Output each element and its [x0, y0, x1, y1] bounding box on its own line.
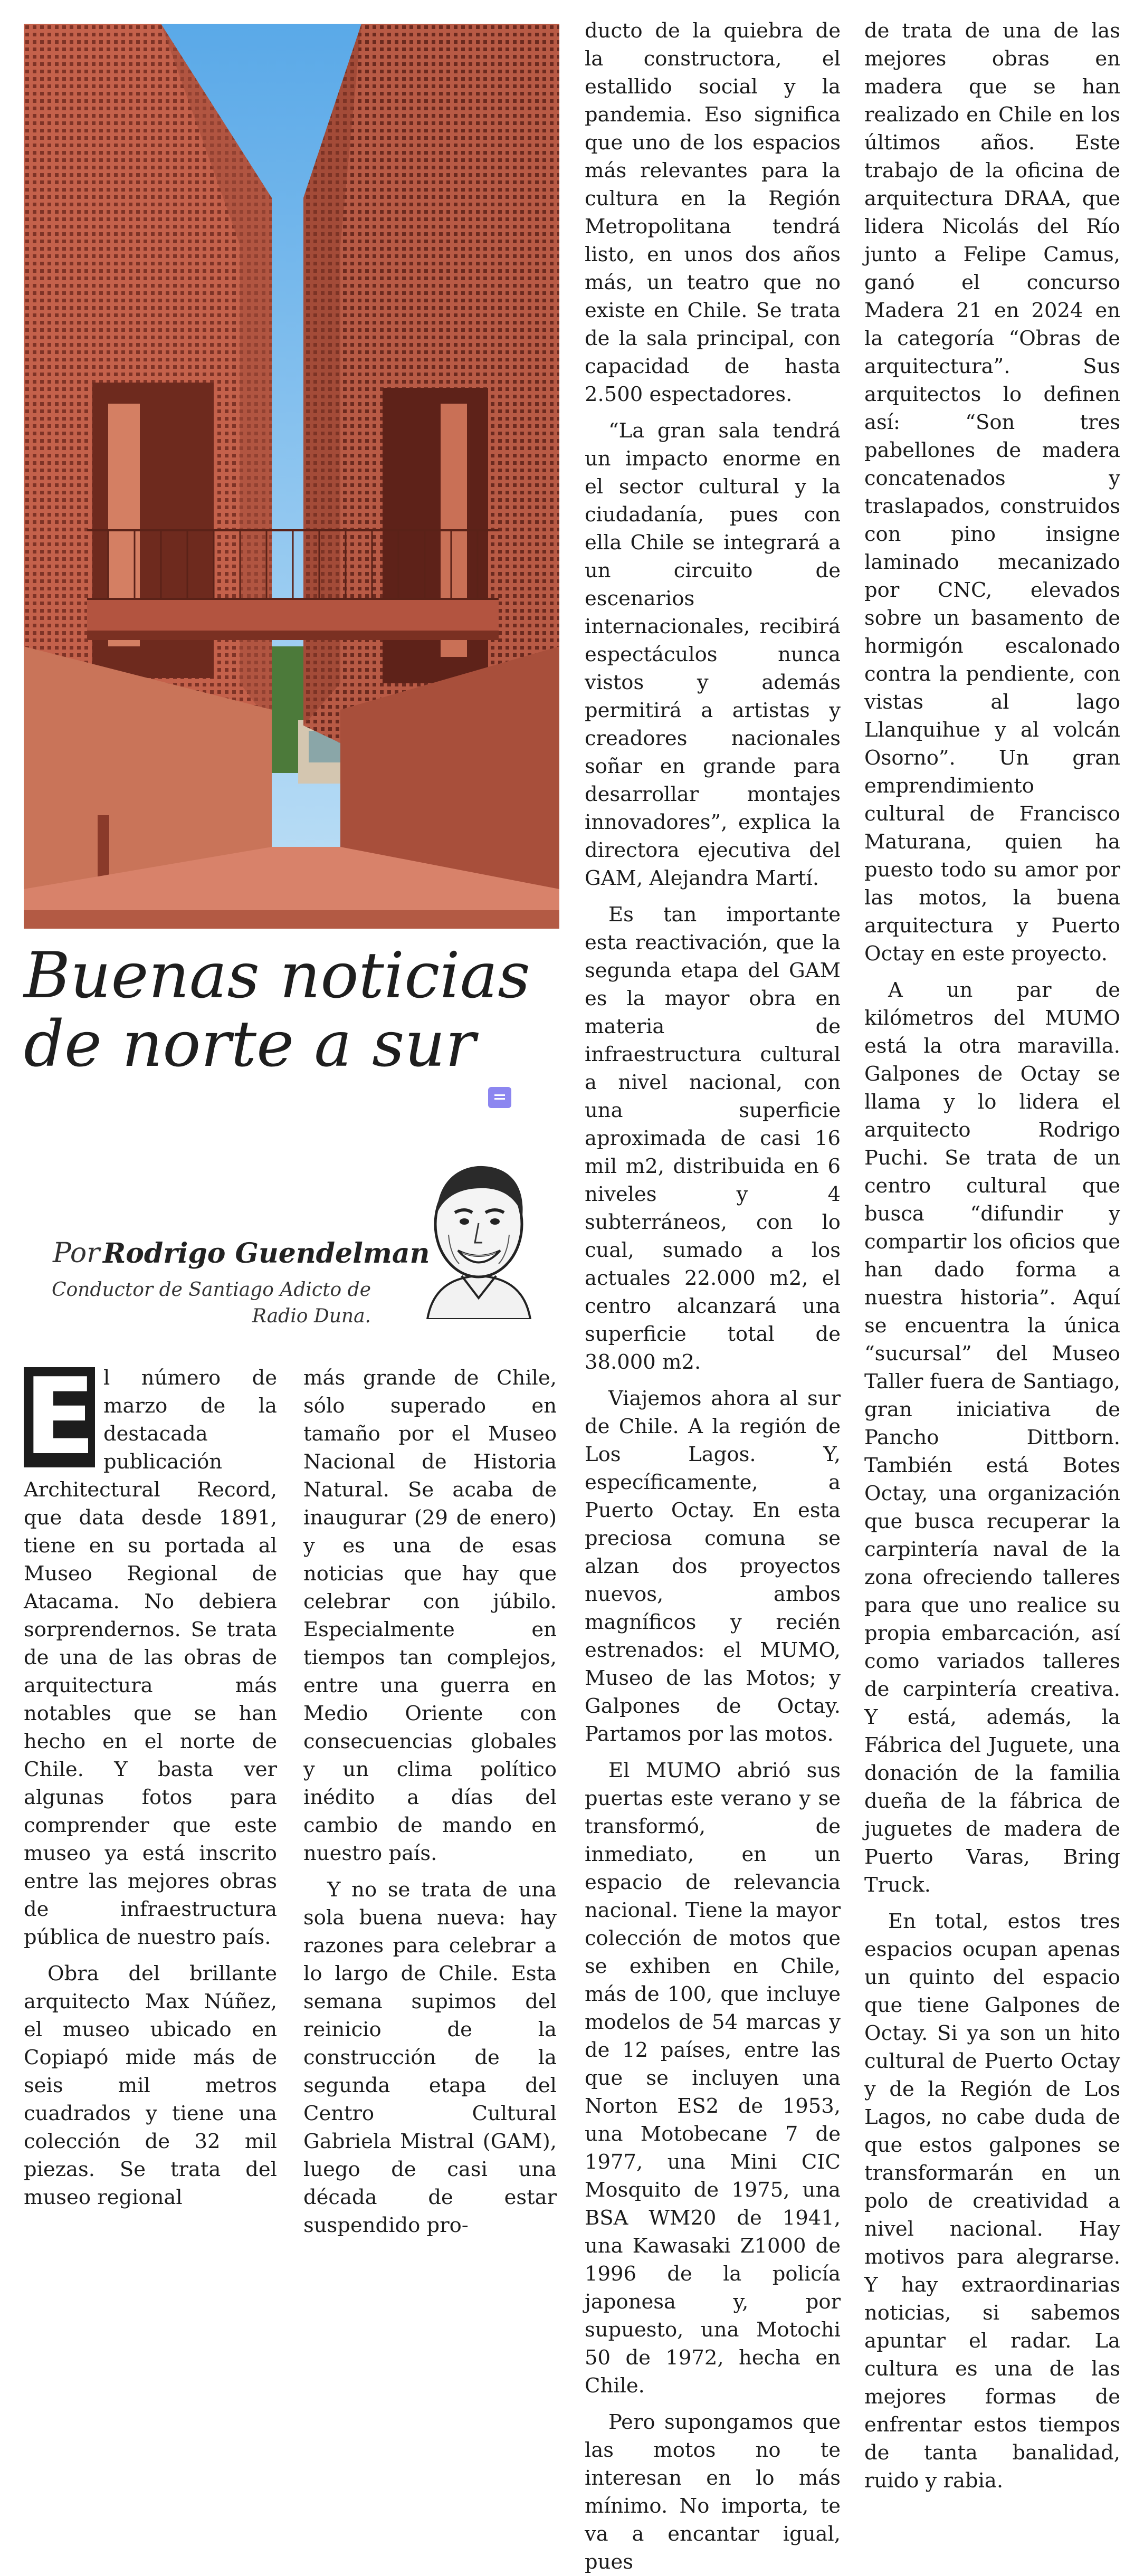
- paragraph: Y no se trata de una sola buena nueva: hay razones para celebrar a lo largo de Chile. Esta semana supimos del reinicio de la construcción de la segunda etapa del Centro Cultural Gabriela Mistral (GAM), luego de casi una década de estar suspendido pro-: [303, 1878, 557, 2237]
- author-sketch: [417, 1156, 541, 1319]
- paragraph: Viajemos ahora al sur de Chile. A la región de Los Lagos. Y, específicamente, a Puerto Octay. En esta preciosa comuna se alzan dos proyectos nuevos, ambos magníficos y recién estrenados: el MUMO, Museo de las Motos; y Galpones de Octay. Partamos por las motos.: [585, 1387, 841, 1746]
- note-icon[interactable]: [488, 1087, 511, 1108]
- museum-photo: [24, 24, 559, 929]
- headline: Buenas noticias de norte a sur: [24, 939, 530, 1081]
- paragraph: Pero supongamos que las motos no te interesan en lo más mínimo. No importa, te va a encantar igual, pues: [585, 2410, 841, 2574]
- paragraph: de trata de una de las mejores obras en madera que se han realizado en Chile en los últimos años. Este trabajo de la oficina de arquitectura DRAA, que lidera Nicolás del Río junto a Felipe Camus, ganó el concurso Madera 21 en 2024 en la categoría “Obras de arquitectura”. Sus arquitectos lo definen así: “Son tres pabellones de madera concatenados y traslapados, construidos con pino insigne laminado mecanizado por CNC, elevados sobre un basamento de hormigón escalonado contra la pendiente, con vistas al lago Llanquihue y al volcán Osorno”. Un gran emprendimiento cultural de Francisco Maturana, quien ha puesto todo su amor por las motos, la buena arquitectura y Puerto Octay en este proyecto.: [864, 19, 1120, 966]
- author-portrait: [417, 1156, 541, 1319]
- paragraph: En total, estos tres espacios ocupan apenas un quinto del espacio que tiene Galpones de Octay. Si ya son un hito cultural de Puerto Octay y de la Región de Los Lagos, no cabe duda de que estos galpones se transformarán en un polo de creatividad a nivel nacional. Hay motivos para alegrarse. Y hay extraordinarias noticias, si sabemos apuntar el radar. La cultura es una de las mejores formas de enfrentar estos tiempos de tanta banalidad, ruido y rabia.: [864, 1910, 1120, 2493]
- column-1: [24, 1356, 277, 2211]
- byline-prefix: Por: [53, 1237, 100, 1269]
- paragraph: más grande de Chile, sólo superado en tamaño por el Museo Nacional de Historia Natural. Se acaba de inaugurar (29 de enero) y es una de esas noticias que hay que celebrar con júbilo. Especialmente en tiempos tan complejos, entre una guerra en Medio Oriente con consecuencias globales y un clima político inédito a días del cambio de mando en nuestro país.: [303, 1366, 557, 1865]
- byline-author: Rodrigo Guendelman: [103, 1237, 430, 1270]
- paragraph: ducto de la quiebra de la constructora, el estallido social y la pandemia. Eso significa que uno de los espacios más relevantes para la cultura en la Región Metropolitana tendrá listo, en unos dos años más, un teatro que no existe en Chile. Se trata de la sala principal, con capacidad de hasta 2.500 espectadores.: [585, 19, 841, 406]
- paragraph: l número de marzo de la destacada publicación Architectural Record, que data desde 1891, tiene en su portada al Museo Regional de Atacama. No debiera sorprendernos. Se trata de una de las obras de arquitectura más notables que se han hecho en el norte de Chile. Y basta ver algunas fotos para comprender que este museo ya está inscrito entre las mejores obras de infraestructura pública de nuestro país.: [24, 1366, 277, 1949]
- paragraph: El MUMO abrió sus puertas este verano y se transformó, de inmediato, en un espacio de relevancia nacional. Tiene la mayor colección de motos que se exhiben en Chile, más de 100, que incluye modelos de 54 marcas y de 12 países, entre las que se incluyen una Norton ES2 de 1953, una Motobecane 7 de 1977, una Mini CIC Mosquito de 1975, una BSA WM20 de 1941, una Kawasaki Z1000 de 1996 de la policía japonesa y, por supuesto, una Motochi 50 de 1972, hecha en Chile.: [585, 1759, 841, 2398]
- paragraph: Obra del brillante arquitecto Max Núñez, el museo ubicado en Copiapó mide más de seis mil metros cuadrados y tiene una colección de 32 mil piezas. Se trata del museo regional: [24, 1962, 277, 2209]
- column-2: [303, 1364, 557, 2239]
- paragraph: A un par de kilómetros del MUMO está la otra maravilla. Galpones de Octay se llama y lo lidera el arquitecto Rodrigo Puchi. Se trata de un centro cultural que busca “difundir y compartir los oficios que han dado forma a nuestra historia”. Aquí se encuentra la única “sucursal” del Museo Taller fuera de Santiago, gran iniciativa de Pancho Dittborn. También está Botes Octay, una organización que busca recuperar la carpintería naval de la zona ofreciendo talleres para que uno realice su propia embarcación, así como variados talleres de carpintería creativa. Y está, además, la Fábrica del Juguete, una donación de la familia dueña de la fábrica de juguetes de madera de Puerto Varas, Bring Truck.: [864, 978, 1120, 1897]
- byline-role: Conductor de Santiago Adicto de Radio Duna.: [52, 1279, 371, 1327]
- drop-cap: E: [24, 1356, 96, 1478]
- paragraph: “La gran sala tendrá un impacto enorme en el sector cultural y la ciudadanía, pues con ella Chile se integrará a un circuito de escenarios internacionales, recibirá espectáculos nunca vistos y además permitirá a artistas y creadores nacionales soñar en grande para desarrollar montajes innovadores”, explica la directora ejecutiva del GAM, Alejandra Martí.: [585, 419, 841, 890]
- column-4: [864, 17, 1120, 2495]
- paragraph: Es tan importante esta reactivación, que la segunda etapa del GAM es la mayor obra en materia de infraestructura cultural a nivel nacional, con una superficie aproximada de casi 16 mil m2, distribuida en 6 niveles y 4 subterráneos, con lo cual, sumado a los actuales 22.000 m2, el centro alcanzará una superficie total de 38.000 m2.: [585, 903, 841, 1374]
- column-3: [585, 17, 841, 2576]
- museum-illustration: [24, 24, 559, 929]
